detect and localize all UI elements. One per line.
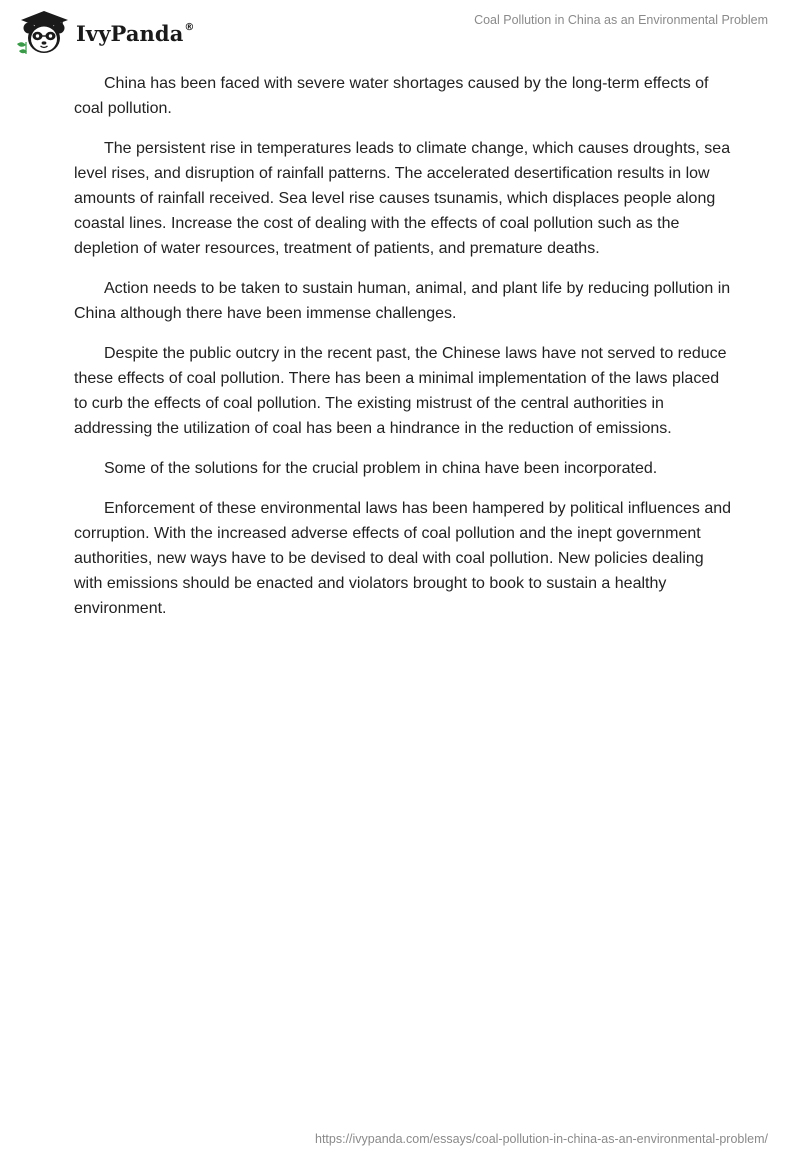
ivypanda-logo[interactable] (14, 8, 195, 56)
document-title: Coal Pollution in China as an Environmental Problem (474, 13, 768, 27)
paragraph: The persistent rise in temperatures leads to climate change, which causes droughts, sea level rises, and disruption of rainfall patterns. The accelerated desertification results in low amounts of rainfall received. Sea level rise causes tsunamis, which displaces people along coastal lines. Increase the cost of dealing with the effects of coal pollution such as the depletion of water resources, treatment of patients, and premature deaths. (74, 140, 731, 257)
paragraph: Some of the solutions for the crucial problem in china have been incorporated. (104, 460, 658, 477)
brand-wordmark: IvyPanda (76, 20, 184, 46)
essay-body (74, 71, 734, 636)
page-header (0, 0, 800, 64)
source-url-link[interactable]: https://ivypanda.com/essays/coal-pollution-in-china-as-an-environmental-problem/ (315, 1132, 768, 1146)
panda-graduate-icon (14, 8, 74, 56)
paragraph: Action needs to be taken to sustain human, animal, and plant life by reducing pollution in China although there have been immense challenges. (74, 280, 731, 322)
paragraph: Despite the public outcry in the recent past, the Chinese laws have not served to reduce these effects of coal pollution. There has been a minimal implementation of the laws placed to curb the effects of coal pollution. The existing mistrust of the central authorities in addressing the utilization of coal has been a hindrance in the reduction of emissions. (74, 345, 727, 437)
paragraph: Enforcement of these environmental laws has been hampered by political influences and corruption. With the increased adverse effects of coal pollution and the inept government authorities, new ways have to be devised to deal with coal pollution. New policies dealing with emissions should be enacted and violators brought to book to sustain a healthy environment. (74, 500, 732, 617)
registered-mark: ® (184, 21, 195, 33)
paragraph: China has been faced with severe water shortages caused by the long-term effects of coal pollution. (74, 75, 709, 117)
brand-name (76, 21, 195, 46)
